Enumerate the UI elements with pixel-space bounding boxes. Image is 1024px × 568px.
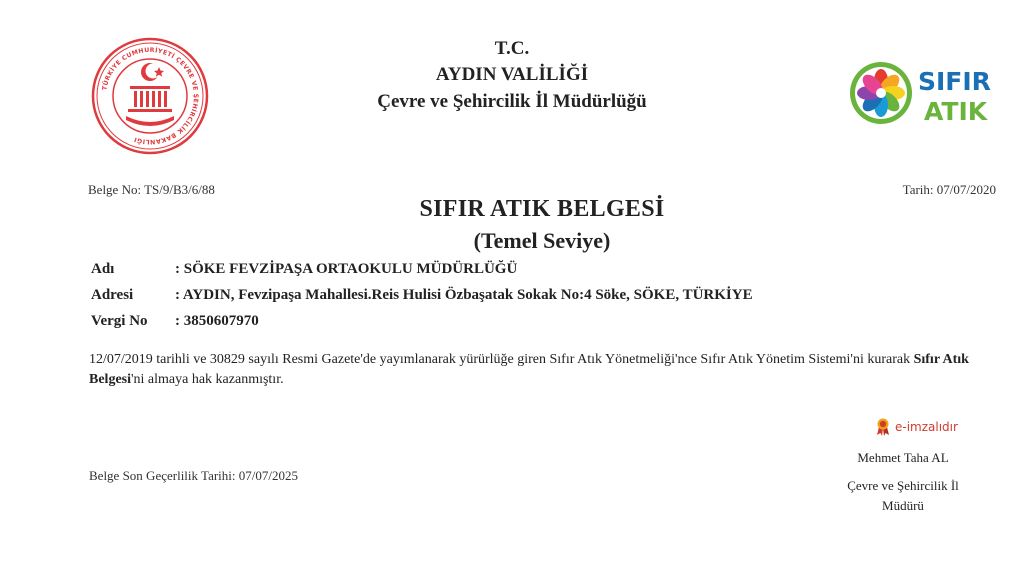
- logo-word-sifir: SIFIR: [918, 67, 991, 96]
- e-signature-label: e-imzalıdır: [895, 420, 958, 434]
- ribbon-award-icon: [876, 418, 890, 436]
- info-label: Adresi: [91, 287, 134, 303]
- info-row-address: [91, 285, 753, 311]
- document-date: Tarih: 07/07/2020: [902, 182, 996, 197]
- svg-text:TÜRKİYE CUMHURİYETİ ÇEVRE VE Ş: TÜRKİYE CUMHURİYETİ ÇEVRE VE ŞEHİRCİLİK BAKANLIĞI: [101, 46, 200, 146]
- info-row-tax-no: [91, 311, 753, 337]
- info-label: Adı: [91, 261, 115, 277]
- header-valilik: AYDIN VALİLİĞİ: [435, 64, 589, 85]
- certificate-title: SIFIR ATIK BELGESİ: [419, 196, 665, 222]
- header-mudurluk: Çevre ve Şehircilik İl Müdürlüğü: [377, 91, 647, 112]
- description-text-end: 'ni almaya hak kazanmıştır.: [131, 372, 284, 387]
- signer-title-line1: Çevre ve Şehircilik İl: [847, 478, 959, 493]
- signer-title: [800, 476, 1006, 516]
- info-label: Vergi No: [91, 313, 148, 329]
- certificate-description: [89, 350, 989, 390]
- e-signature-badge: [876, 418, 958, 436]
- certificate-subtitle: (Temel Seviye): [473, 228, 611, 253]
- institution-info-table: [91, 259, 753, 337]
- description-text: 12/07/2019 tarihli ve 30829 sayılı Resmi Gazete'de yayımlanarak yürürlüğe giren Sıfır Atık Yönetmeliği'nce Sıfır Atık Yönetim Sistemi'ni kurarak: [89, 352, 914, 367]
- info-value: : AYDIN, Fevzipaşa Mahallesi.Reis Hulisi Özbaşatak Sokak No:4 Söke, SÖKE, TÜRKİYE: [175, 287, 753, 303]
- signer-title-line2: Müdürü: [882, 498, 924, 513]
- description-bold: Sıfır Atık Belgesi: [89, 352, 969, 387]
- logo-word-atik: ATIK: [924, 97, 988, 126]
- info-value: : 3850607970: [175, 313, 259, 329]
- validity-date: Belge Son Geçerlilik Tarihi: 07/07/2025: [89, 468, 298, 483]
- signer-name: Mehmet Taha AL: [857, 450, 949, 465]
- sifir-atik-logo-icon: [848, 58, 998, 128]
- info-value: : SÖKE FEVZİPAŞA ORTAOKULU MÜDÜRLÜĞÜ: [175, 261, 518, 277]
- document-number: Belge No: TS/9/B3/6/88: [88, 182, 215, 197]
- header-tc: T.C.: [494, 38, 530, 59]
- info-row-name: [91, 259, 753, 285]
